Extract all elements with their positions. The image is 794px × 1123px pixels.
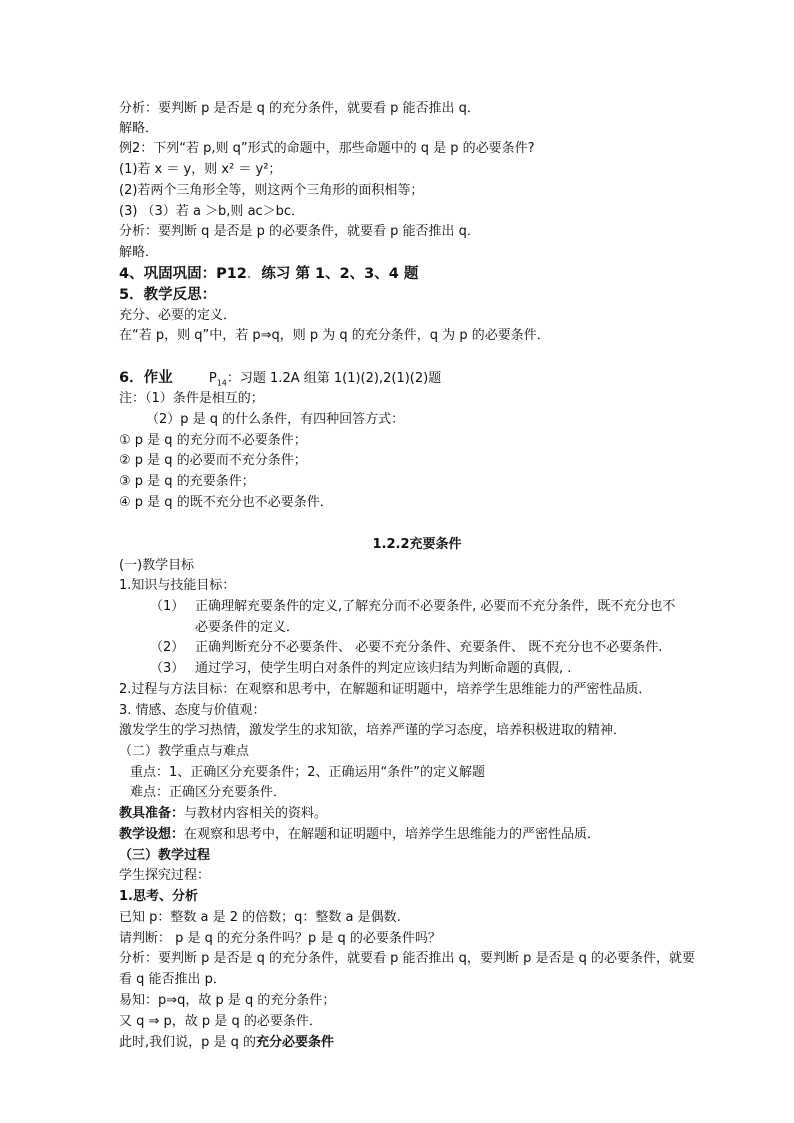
heading-text: 4、巩固巩固：P12 — [119, 266, 247, 282]
text-line: 在“若 p，则 q”中，若 p⇒q，则 p 为 q 的充分条件，q 为 p 的必要条件． — [119, 328, 550, 343]
section-heading: （三）教学过程 — [119, 848, 211, 863]
text-line: （二）教学重点与难点 — [119, 744, 250, 759]
text-line: 充分、必要的定义． — [119, 308, 237, 323]
heading-dot: ． — [246, 266, 262, 282]
text-line: 2.过程与方法目标：在观察和思考中，在解题和证明题中，培养学生思维能力的严密性品质． — [119, 682, 652, 697]
text-line: (3) （3）若 a ＞b,则 ac＞bc． — [119, 204, 305, 219]
text-line: 3. 情感、态度与价值观： — [119, 703, 266, 718]
text-line: ① p 是 q 的充分而不必要条件； — [119, 433, 307, 448]
section-heading — [119, 264, 418, 284]
text-line: 注：（1）条件是相互的； — [119, 391, 264, 406]
text-line: 正确理解充要条件的定义,了解充分而不必要条件, 必要而不充分条件，既不充分也不 — [195, 599, 676, 614]
section-heading: 6．作业 — [119, 370, 173, 386]
text-line: 分析：要判断 p 是否是 q 的充分条件，就要看 p 能否推出 q． — [119, 101, 480, 116]
text-line — [119, 804, 327, 824]
text-line — [119, 825, 600, 845]
text-span: 此时,我们说，p 是 q 的 — [119, 1035, 257, 1050]
text-line: 1.知识与技能目标： — [119, 578, 236, 593]
text-line: 请判断： p 是 q 的充分条件吗？p 是 q 的必要条件吗？ — [119, 931, 441, 946]
text-line: 分析：要判断 p 是否是 q 的充分条件，就要看 p 能否推出 q，要判断 p 是否是 q 的必要条件，就要 — [119, 951, 695, 966]
section-heading: 5．教学反思： — [119, 287, 217, 303]
text-line: (一)教学目标 — [119, 558, 195, 573]
text-line: 难点：正确区分充要条件． — [130, 785, 287, 800]
homework-line — [119, 368, 441, 388]
text-line: (2)若两个三角形全等，则这两个三角形的面积相等； — [119, 183, 424, 198]
text-line: 正确判断充分不必要条件、 必要不充分条件、充要条件、 既不充分也不必要条件. — [195, 640, 663, 655]
text-line: 必要条件的定义． — [195, 620, 300, 635]
text-line: 又 q ⇒ p，故 p 是 q 的必要条件． — [119, 1014, 322, 1029]
text-line: 解略． — [119, 245, 159, 260]
text-line: 易知：p⇒q，故 p 是 q 的充分条件； — [119, 993, 336, 1008]
text-line: 激发学生的学习热情，激发学生的求知欲，培养严谨的学习态度，培养积极进取的精神． — [119, 723, 627, 738]
text-line: ④ p 是 q 的既不充分也不必要条件． — [119, 495, 333, 510]
text-span: ：习题 1.2A 组第 1(1)(2),2(1)(2)题 — [226, 371, 442, 386]
text-line — [119, 1033, 334, 1053]
text-line: 解略． — [119, 121, 159, 136]
text-span: 在观察和思考中，在解题和证明题中，培养学生思维能力的严密性品质． — [184, 827, 601, 842]
text-line: (1)若 x ＝ y，则 x² ＝ y²； — [119, 162, 282, 177]
label-bold: 教学设想： — [119, 827, 185, 842]
item-number: （1） — [150, 599, 185, 614]
text-line: 分析：要判断 q 是否是 p 的必要条件，就要看 p 能否推出 q． — [119, 224, 480, 239]
text-span: 与教材内容相关的资料。 — [184, 806, 328, 821]
subscript: 14 — [216, 378, 227, 388]
label-bold: 教具准备： — [119, 806, 185, 821]
text-span: P — [208, 371, 217, 386]
text-line: 看 q 能否推出 p． — [119, 972, 226, 987]
text-line: 重点：1、正确区分充要条件；2、正确运用“条件”的定义解题 — [130, 765, 486, 780]
section-title: 1.2.2充要条件 — [372, 537, 462, 552]
text-line: 已知 p：整数 a 是 2 的倍数；q：整数 a 是偶数. — [119, 910, 401, 925]
heading-text: 练习 第 1、2、3、4 题 — [261, 266, 419, 282]
text-line: 学生探究过程： — [119, 868, 211, 883]
text-line: 通过学习，使学生明白对条件的判定应该归结为判断命题的真假, . — [195, 661, 572, 676]
text-line: ③ p 是 q 的充要条件； — [119, 474, 255, 489]
item-number: （3） — [150, 661, 185, 676]
label-bold: 充分必要条件 — [256, 1035, 335, 1050]
text-line: （2）p 是 q 的什么条件，有四种回答方式： — [146, 412, 405, 427]
text-line: 例2：下列“若 p,则 q”形式的命题中，那些命题中的 q 是 p 的必要条件? — [119, 141, 535, 156]
text-line: ② p 是 q 的必要而不充分条件； — [119, 453, 307, 468]
item-number: （2） — [150, 640, 185, 655]
section-heading: 1.思考、分析 — [119, 889, 198, 904]
